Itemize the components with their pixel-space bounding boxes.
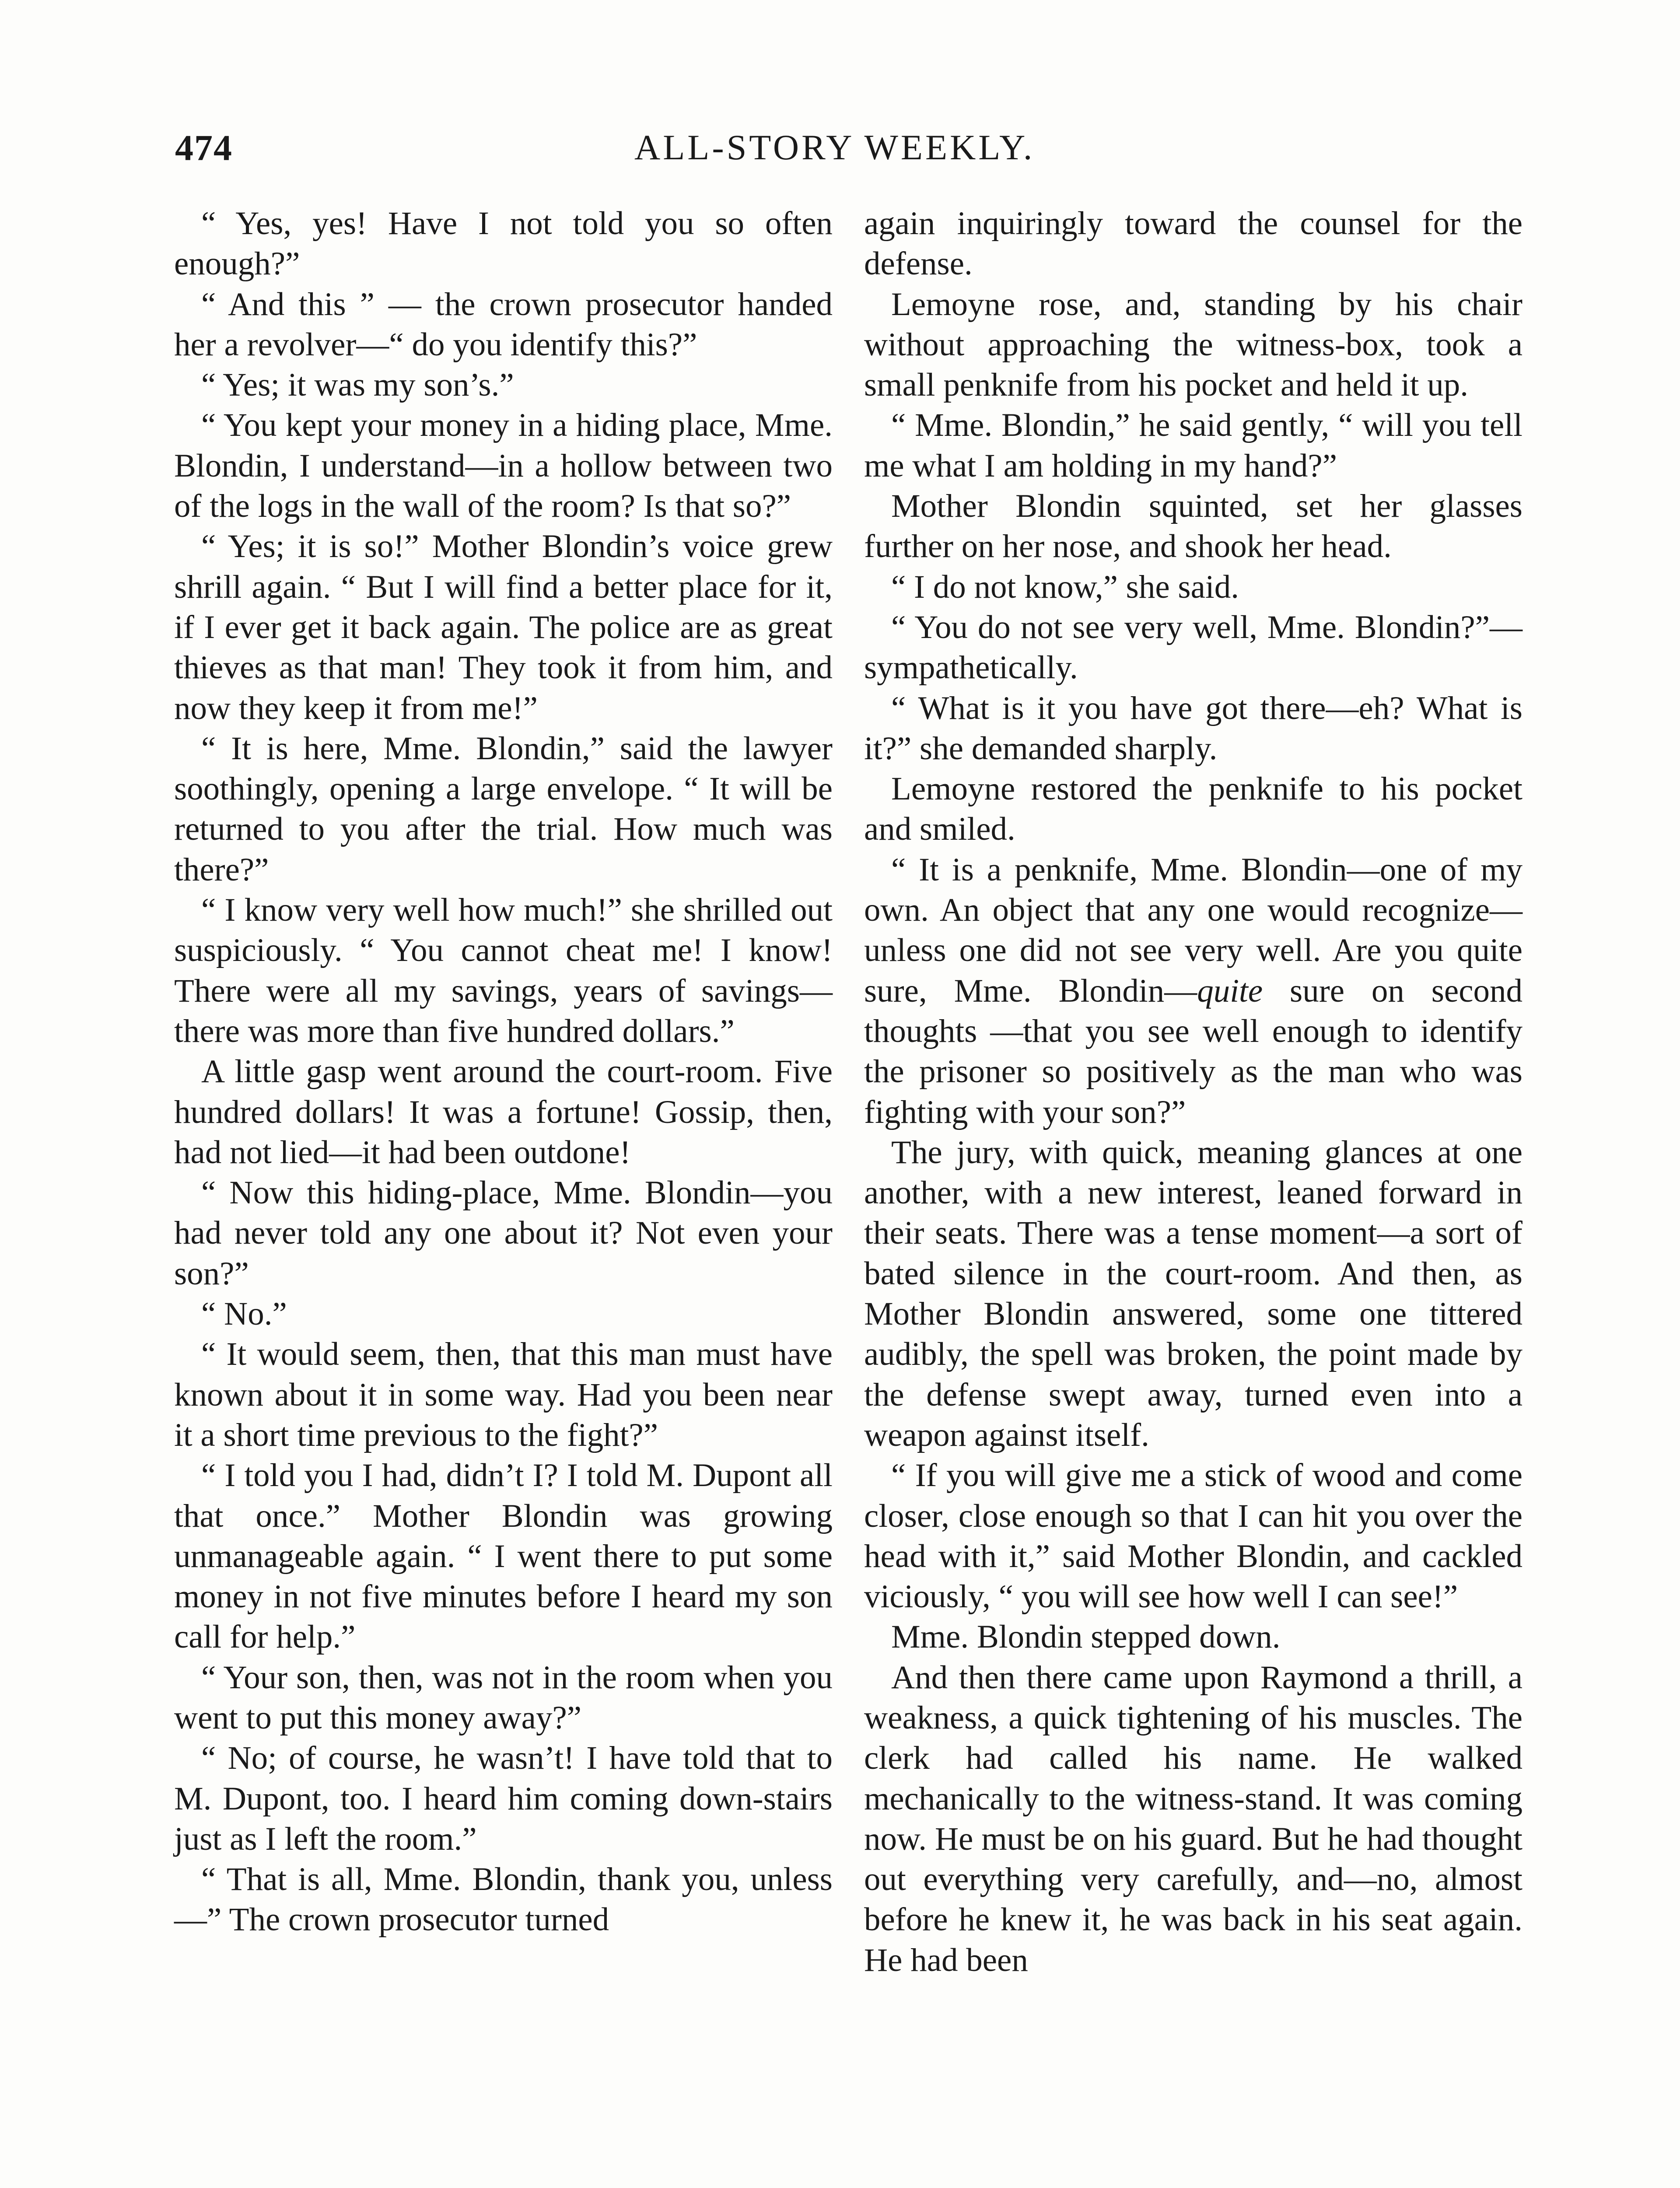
paragraph: “ No.” bbox=[201, 1296, 287, 1332]
right-column bbox=[864, 203, 1522, 1981]
paragraph: “ What is it you have got there—eh? What is it?” she demanded sharply. bbox=[864, 690, 1522, 767]
paragraph: “ I told you I had, didn’t I? I told M. Dupont all that once.” Mother Blondin was growing unmanageable again. “ I went there to put some money in not five minutes before I heard my son call for help.” bbox=[174, 1457, 833, 1655]
paragraph: Lemoyne rose, and, standing by his chair without approaching the witness-box, took a small penknife from his pocket and held it up. bbox=[864, 286, 1522, 403]
paragraph-continued: again inquiringly toward the counsel for the defense. bbox=[864, 205, 1522, 282]
running-title: ALL-STORY WEEKLY. bbox=[634, 127, 1035, 167]
paragraph: “ No; of course, he wasn’t! I have told that to M. Dupont, too. I heard him coming down-stairs just as I left the room.” bbox=[174, 1740, 833, 1857]
paragraph: “ If you will give me a stick of wood and come closer, close enough so that I can hit you over the head with it,” said Mother Blondin, and cackled viciously, “ you will see how well I can see!” bbox=[864, 1457, 1522, 1615]
paragraph: “ That is all, Mme. Blondin, thank you, unless—” The crown prosecutor turned bbox=[174, 1861, 833, 1938]
paragraph: The jury, with quick, meaning glances at one another, with a new interest, leaned forward in their seats. There was a tense moment—a sort of bated silence in the court-room. And then, as Mother Blondin answered, some one tittered audibly, the spell was broken, the point made by the defense swept away, turned even into a weapon against itself. bbox=[864, 1134, 1522, 1453]
paragraph: “ I know very well how much!” she shrilled out suspiciously. “ You cannot cheat me! I know! There were all my savings, years of savings—there was more than five hundred dollars.” bbox=[174, 892, 833, 1049]
page-number: 474 bbox=[175, 128, 233, 168]
paragraph: “ It is here, Mme. Blondin,” said the lawyer soothingly, opening a large envelope. “ It will be returned to you after the trial. How much was there?” bbox=[174, 730, 833, 888]
paragraph: “ Yes, yes! Have I not told you so often enough?” bbox=[174, 205, 833, 282]
paragraph: And then there came upon Raymond a thrill, a weakness, a quick tightening of his muscles. The clerk had called his name. He walked mechanically to the witness-stand. It was coming now. He must be on his guard. But he had thought out everything very carefully, and—no, almost before he knew it, he was back in his seat again. He had been bbox=[864, 1659, 1522, 1978]
paragraph: “ Mme. Blondin,” he said gently, “ will you tell me what I am holding in my hand?” bbox=[864, 407, 1522, 484]
paragraph: A little gasp went around the court-room. Five hundred dollars! It was a fortune! Gossip, then, had not lied—it had been outdone! bbox=[174, 1053, 833, 1171]
paragraph: “ Yes; it was my son’s.” bbox=[201, 367, 514, 403]
paragraph: “ I do not know,” she said. bbox=[891, 568, 1239, 605]
left-column bbox=[174, 203, 833, 1940]
paragraph: “ You do not see very well, Mme. Blondin?”—sympathetically. bbox=[864, 609, 1522, 686]
paragraph: “ Yes; it is so!” Mother Blondin’s voice grew shrill again. “ But I will find a better place for it, if I ever get it back again. The police are as great thieves as that man! They took it from him, and now they keep it from me!” bbox=[174, 528, 833, 726]
paragraph: “ Your son, then, was not in the room when you went to put this money away?” bbox=[174, 1659, 833, 1736]
paragraph: “ It is a penknife, Mme. Blondin—one of my own. An object that any one would recognize—unless one did not see very well. Are you quite sure, Mme. Blondin—quite sure on second thoughts —that you see well enough to identify the prisoner so positively as the man who was fighting with your son?” bbox=[864, 851, 1522, 1130]
paragraph: Mother Blondin squinted, set her glasses further on her nose, and shook her head. bbox=[864, 488, 1522, 565]
page-header bbox=[175, 127, 1536, 179]
paragraph: “ It would seem, then, that this man must have known about it in some way. Had you been near it a short time previous to the fight?” bbox=[174, 1336, 833, 1453]
paragraph: Mme. Blondin stepped down. bbox=[891, 1619, 1281, 1655]
paragraph: “ And this ” — the crown prosecutor handed her a revolver—“ do you identify this?” bbox=[174, 286, 833, 363]
paragraph: “ You kept your money in a hiding place, Mme. Blondin, I understand—in a hollow between two of the logs in the wall of the room? Is that so?” bbox=[174, 407, 833, 525]
paragraph: “ Now this hiding-place, Mme. Blondin—you had never told any one about it? Not even your son?” bbox=[174, 1175, 833, 1292]
paragraph: Lemoyne restored the penknife to his pocket and smiled. bbox=[864, 771, 1522, 848]
